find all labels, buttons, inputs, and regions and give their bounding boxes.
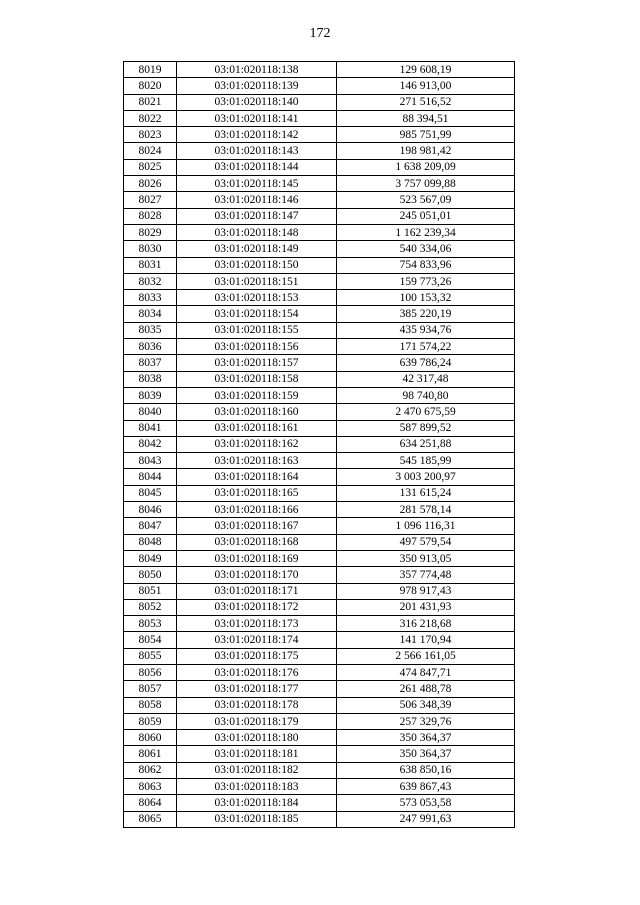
row-number-cell: 8041: [124, 420, 177, 436]
cadastral-value-cell: 88 394,51: [337, 110, 515, 126]
row-number-cell: 8025: [124, 159, 177, 175]
cadastral-value-cell: 245 051,01: [337, 208, 515, 224]
cadastral-value-cell: 316 218,68: [337, 616, 515, 632]
row-number-cell: 8061: [124, 746, 177, 762]
cadastral-value-cell: 141 170,94: [337, 632, 515, 648]
table-row: [124, 176, 515, 192]
row-number-cell: 8033: [124, 290, 177, 306]
table-row: [124, 78, 515, 94]
row-number-cell: 8055: [124, 648, 177, 664]
row-number-cell: 8021: [124, 94, 177, 110]
cadastral-value-cell: 506 348,39: [337, 697, 515, 713]
row-number-cell: 8040: [124, 404, 177, 420]
cadastral-number-cell: 03:01:020118:170: [177, 567, 337, 583]
cadastral-number-cell: 03:01:020118:142: [177, 127, 337, 143]
row-number-cell: 8056: [124, 664, 177, 680]
cadastral-number-cell: 03:01:020118:150: [177, 257, 337, 273]
cadastral-value-cell: 435 934,76: [337, 322, 515, 338]
cadastral-value-cell: 474 847,71: [337, 664, 515, 680]
cadastral-number-cell: 03:01:020118:168: [177, 534, 337, 550]
cadastral-number-cell: 03:01:020118:184: [177, 795, 337, 811]
table-row: [124, 127, 515, 143]
cadastral-value-cell: 573 053,58: [337, 795, 515, 811]
cadastral-value-cell: 2 566 161,05: [337, 648, 515, 664]
table-row: [124, 110, 515, 126]
cadastral-number-cell: 03:01:020118:147: [177, 208, 337, 224]
cadastral-value-cell: 171 574,22: [337, 339, 515, 355]
table-row: [124, 436, 515, 452]
cadastral-number-cell: 03:01:020118:143: [177, 143, 337, 159]
table-row: [124, 224, 515, 240]
table-row: [124, 192, 515, 208]
row-number-cell: 8028: [124, 208, 177, 224]
row-number-cell: 8062: [124, 762, 177, 778]
cadastral-value-cell: 497 579,54: [337, 534, 515, 550]
table-row: [124, 355, 515, 371]
cadastral-value-cell: 271 516,52: [337, 94, 515, 110]
row-number-cell: 8046: [124, 502, 177, 518]
cadastral-value-cell: 978 917,43: [337, 583, 515, 599]
table-row: [124, 648, 515, 664]
cadastral-number-cell: 03:01:020118:144: [177, 159, 337, 175]
row-number-cell: 8052: [124, 599, 177, 615]
cadastral-number-cell: 03:01:020118:138: [177, 62, 337, 78]
table-row: [124, 339, 515, 355]
table-row: [124, 616, 515, 632]
cadastral-value-cell: 281 578,14: [337, 502, 515, 518]
row-number-cell: 8057: [124, 681, 177, 697]
row-number-cell: 8063: [124, 779, 177, 795]
cadastral-number-cell: 03:01:020118:155: [177, 322, 337, 338]
cadastral-number-cell: 03:01:020118:174: [177, 632, 337, 648]
table-row: [124, 485, 515, 501]
table-row: [124, 387, 515, 403]
cadastral-number-cell: 03:01:020118:167: [177, 518, 337, 534]
cadastral-number-cell: 03:01:020118:171: [177, 583, 337, 599]
row-number-cell: 8043: [124, 453, 177, 469]
cadastral-number-cell: 03:01:020118:183: [177, 779, 337, 795]
cadastral-number-cell: 03:01:020118:139: [177, 78, 337, 94]
cadastral-number-cell: 03:01:020118:164: [177, 469, 337, 485]
cadastral-value-cell: 247 991,63: [337, 811, 515, 827]
cadastral-value-cell: 350 913,05: [337, 550, 515, 566]
cadastral-number-cell: 03:01:020118:151: [177, 273, 337, 289]
table-row: [124, 208, 515, 224]
table-row: [124, 632, 515, 648]
cadastral-number-cell: 03:01:020118:177: [177, 681, 337, 697]
cadastral-number-cell: 03:01:020118:161: [177, 420, 337, 436]
cadastral-number-cell: 03:01:020118:185: [177, 811, 337, 827]
cadastral-value-cell: 540 334,06: [337, 241, 515, 257]
table-row: [124, 762, 515, 778]
cadastral-value-cell: 350 364,37: [337, 746, 515, 762]
cadastral-value-cell: 1 638 209,09: [337, 159, 515, 175]
table-row: [124, 502, 515, 518]
table-row: [124, 599, 515, 615]
cadastral-number-cell: 03:01:020118:180: [177, 730, 337, 746]
cadastral-number-cell: 03:01:020118:165: [177, 485, 337, 501]
table-row: [124, 404, 515, 420]
row-number-cell: 8058: [124, 697, 177, 713]
cadastral-number-cell: 03:01:020118:145: [177, 176, 337, 192]
row-number-cell: 8038: [124, 371, 177, 387]
row-number-cell: 8039: [124, 387, 177, 403]
table-row: [124, 306, 515, 322]
table-row: [124, 567, 515, 583]
cadastral-number-cell: 03:01:020118:160: [177, 404, 337, 420]
cadastral-number-cell: 03:01:020118:158: [177, 371, 337, 387]
cadastral-number-cell: 03:01:020118:146: [177, 192, 337, 208]
cadastral-value-cell: 42 317,48: [337, 371, 515, 387]
cadastral-value-cell: 587 899,52: [337, 420, 515, 436]
cadastral-number-cell: 03:01:020118:163: [177, 453, 337, 469]
table-row: [124, 143, 515, 159]
table-row: [124, 811, 515, 827]
table-row: [124, 795, 515, 811]
cadastral-value-cell: 159 773,26: [337, 273, 515, 289]
cadastral-value-cell: 129 608,19: [337, 62, 515, 78]
table-row: [124, 159, 515, 175]
cadastral-number-cell: 03:01:020118:182: [177, 762, 337, 778]
row-number-cell: 8026: [124, 176, 177, 192]
cadastral-number-cell: 03:01:020118:140: [177, 94, 337, 110]
cadastral-number-cell: 03:01:020118:154: [177, 306, 337, 322]
cadastral-value-cell: 523 567,09: [337, 192, 515, 208]
row-number-cell: 8065: [124, 811, 177, 827]
cadastral-number-cell: 03:01:020118:149: [177, 241, 337, 257]
cadastral-value-cell: 257 329,76: [337, 713, 515, 729]
row-number-cell: 8054: [124, 632, 177, 648]
cadastral-number-cell: 03:01:020118:172: [177, 599, 337, 615]
row-number-cell: 8044: [124, 469, 177, 485]
cadastral-value-cell: 131 615,24: [337, 485, 515, 501]
cadastral-number-cell: 03:01:020118:141: [177, 110, 337, 126]
cadastral-value-cell: 2 470 675,59: [337, 404, 515, 420]
table-row: [124, 697, 515, 713]
row-number-cell: 8023: [124, 127, 177, 143]
cadastral-number-cell: 03:01:020118:178: [177, 697, 337, 713]
row-number-cell: 8030: [124, 241, 177, 257]
table-row: [124, 241, 515, 257]
table-row: [124, 681, 515, 697]
cadastral-value-table: [123, 61, 515, 828]
row-number-cell: 8047: [124, 518, 177, 534]
cadastral-number-cell: 03:01:020118:159: [177, 387, 337, 403]
table-row: [124, 713, 515, 729]
cadastral-number-cell: 03:01:020118:169: [177, 550, 337, 566]
row-number-cell: 8050: [124, 567, 177, 583]
cadastral-value-cell: 201 431,93: [337, 599, 515, 615]
cadastral-value-cell: 385 220,19: [337, 306, 515, 322]
table-row: [124, 534, 515, 550]
table-row: [124, 62, 515, 78]
row-number-cell: 8042: [124, 436, 177, 452]
cadastral-value-cell: 357 774,48: [337, 567, 515, 583]
cadastral-number-cell: 03:01:020118:162: [177, 436, 337, 452]
cadastral-number-cell: 03:01:020118:173: [177, 616, 337, 632]
table-row: [124, 550, 515, 566]
table-row: [124, 257, 515, 273]
table-row: [124, 730, 515, 746]
cadastral-value-cell: 754 833,96: [337, 257, 515, 273]
cadastral-value-cell: 261 488,78: [337, 681, 515, 697]
row-number-cell: 8051: [124, 583, 177, 599]
cadastral-value-cell: 638 850,16: [337, 762, 515, 778]
table-row: [124, 371, 515, 387]
table-body: [124, 62, 515, 828]
row-number-cell: 8037: [124, 355, 177, 371]
table-row: [124, 453, 515, 469]
row-number-cell: 8060: [124, 730, 177, 746]
table-row: [124, 779, 515, 795]
table-row: [124, 469, 515, 485]
cadastral-number-cell: 03:01:020118:176: [177, 664, 337, 680]
cadastral-value-cell: 545 185,99: [337, 453, 515, 469]
cadastral-value-cell: 985 751,99: [337, 127, 515, 143]
row-number-cell: 8034: [124, 306, 177, 322]
cadastral-number-cell: 03:01:020118:181: [177, 746, 337, 762]
table-row: [124, 746, 515, 762]
cadastral-value-cell: 1 096 116,31: [337, 518, 515, 534]
cadastral-value-cell: 3 003 200,97: [337, 469, 515, 485]
row-number-cell: 8029: [124, 224, 177, 240]
row-number-cell: 8031: [124, 257, 177, 273]
row-number-cell: 8059: [124, 713, 177, 729]
cadastral-value-cell: 634 251,88: [337, 436, 515, 452]
cadastral-value-cell: 146 913,00: [337, 78, 515, 94]
row-number-cell: 8036: [124, 339, 177, 355]
cadastral-value-cell: 350 364,37: [337, 730, 515, 746]
cadastral-number-cell: 03:01:020118:153: [177, 290, 337, 306]
cadastral-value-cell: 100 153,32: [337, 290, 515, 306]
row-number-cell: 8024: [124, 143, 177, 159]
row-number-cell: 8019: [124, 62, 177, 78]
row-number-cell: 8022: [124, 110, 177, 126]
row-number-cell: 8035: [124, 322, 177, 338]
row-number-cell: 8045: [124, 485, 177, 501]
table-row: [124, 664, 515, 680]
cadastral-value-cell: 198 981,42: [337, 143, 515, 159]
cadastral-value-cell: 98 740,80: [337, 387, 515, 403]
cadastral-number-cell: 03:01:020118:166: [177, 502, 337, 518]
row-number-cell: 8049: [124, 550, 177, 566]
table-row: [124, 518, 515, 534]
cadastral-number-cell: 03:01:020118:148: [177, 224, 337, 240]
cadastral-value-cell: 639 786,24: [337, 355, 515, 371]
page-number: 172: [309, 26, 331, 41]
cadastral-number-cell: 03:01:020118:156: [177, 339, 337, 355]
cadastral-value-cell: 639 867,43: [337, 779, 515, 795]
table-row: [124, 273, 515, 289]
row-number-cell: 8032: [124, 273, 177, 289]
cadastral-number-cell: 03:01:020118:175: [177, 648, 337, 664]
row-number-cell: 8020: [124, 78, 177, 94]
cadastral-number-cell: 03:01:020118:179: [177, 713, 337, 729]
cadastral-value-cell: 1 162 239,34: [337, 224, 515, 240]
table-row: [124, 420, 515, 436]
table-row: [124, 290, 515, 306]
table-row: [124, 322, 515, 338]
table-row: [124, 583, 515, 599]
row-number-cell: 8053: [124, 616, 177, 632]
row-number-cell: 8048: [124, 534, 177, 550]
table-row: [124, 94, 515, 110]
cadastral-number-cell: 03:01:020118:157: [177, 355, 337, 371]
row-number-cell: 8064: [124, 795, 177, 811]
cadastral-value-cell: 3 757 099,88: [337, 176, 515, 192]
row-number-cell: 8027: [124, 192, 177, 208]
